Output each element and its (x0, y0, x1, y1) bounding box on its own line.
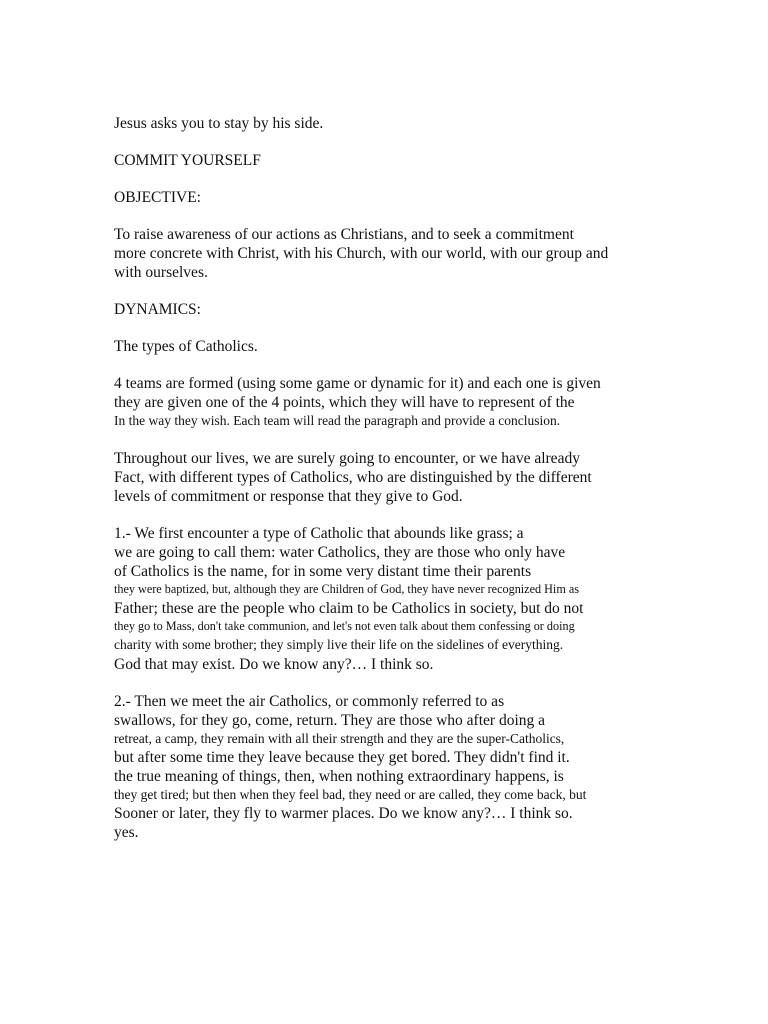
intro-line: Jesus asks you to stay by his side. (114, 115, 324, 132)
water-catholics-line: of Catholics is the name, for in some very distant time their parents (114, 563, 532, 580)
air-catholics-line: retreat, a camp, they remain with all their strength and they are the super-Catholics, (114, 731, 565, 746)
water-catholics-line: God that may exist. Do we know any?… I think so. (114, 656, 434, 673)
objective-heading: OBJECTIVE: (114, 189, 201, 206)
water-catholics-line: we are going to call them: water Catholics, they are those who only have (114, 544, 566, 561)
air-catholics-line: yes. (114, 824, 139, 841)
teams-line: In the way they wish. Each team will read the paragraph and provide a conclusion. (114, 413, 561, 428)
objective-line: To raise awareness of our actions as Christians, and to seek a commitment (114, 226, 574, 243)
throughout-line: Fact, with different types of Catholics, who are distinguished by the different (114, 469, 592, 486)
objective-line: more concrete with Christ, with his Church, with our world, with our group and (114, 245, 609, 262)
teams-line: they are given one of the 4 points, which they will have to represent of the (114, 394, 575, 411)
dynamics-heading: DYNAMICS: (114, 301, 201, 318)
objective-line: with ourselves. (114, 264, 208, 281)
water-catholics-line: they go to Mass, don't take communion, and let's not even talk about them confessing or doing (114, 619, 575, 633)
water-catholics-line: they were baptized, but, although they are Children of God, they have never recognized Him as (114, 582, 579, 596)
document-title: COMMIT YOURSELF (114, 152, 261, 169)
air-catholics-line: they get tired; but then when they feel bad, they need or are called, they come back, but (114, 787, 587, 802)
water-catholics-line: 1.- We first encounter a type of Catholic that abounds like grass; a (114, 525, 524, 542)
throughout-line: Throughout our lives, we are surely going to encounter, or we have already (114, 450, 580, 467)
air-catholics-line: the true meaning of things, then, when nothing extraordinary happens, is (114, 768, 564, 785)
air-catholics-line: swallows, for they go, come, return. They are those who after doing a (114, 712, 546, 729)
types-heading: The types of Catholics. (114, 338, 258, 355)
air-catholics-line: but after some time they leave because they get bored. They didn't find it. (114, 749, 570, 766)
air-catholics-line: Sooner or later, they fly to warmer places. Do we know any?… I think so. (114, 805, 573, 822)
water-catholics-line: Father; these are the people who claim to be Catholics in society, but do not (114, 600, 584, 617)
water-catholics-line: charity with some brother; they simply live their life on the sidelines of everything. (114, 637, 564, 652)
teams-line: 4 teams are formed (using some game or dynamic for it) and each one is given (114, 375, 601, 392)
air-catholics-line: 2.- Then we meet the air Catholics, or commonly referred to as (114, 693, 505, 710)
throughout-line: levels of commitment or response that they give to God. (114, 488, 463, 505)
